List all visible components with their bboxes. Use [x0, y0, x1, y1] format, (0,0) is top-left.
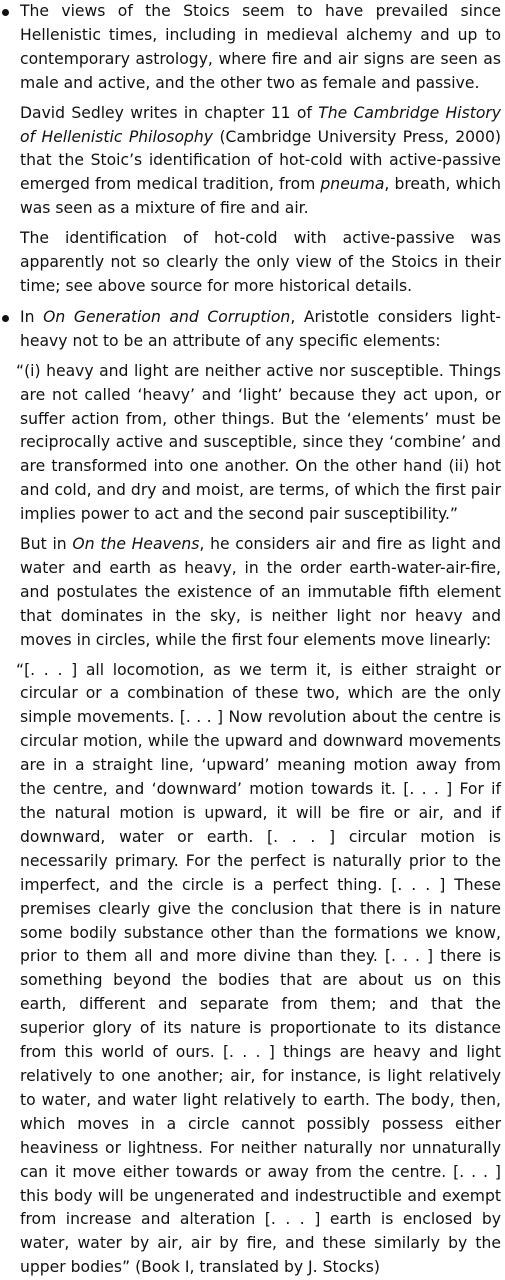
paragraph: But in On the Heavens, he considers air and fire as light and water and earth as heavy, in the order earth-water-air-fire, and postulates the existence of an immutable fifth element that dominates in the sky, is neither light nor heavy and moves in circles, while the first four elements move linearly: — [20, 535, 501, 649]
bullet-icon — [2, 9, 9, 16]
list-item-stoics — [0, 0, 501, 299]
quotation: “(i) heavy and light are neither active nor susceptible. Things are not called ‘heavy’ and ‘light’ because they act upon, or suffer action from, other things. But the ‘elements’ must be reciprocally active and susceptible, since they ‘combine’ and are transformed into one another. On the other hand (ii) hot and cold, and dry and moist, are terms, of which the first pair implies power to act and the second pair susceptibility.” — [16, 361, 501, 524]
list-item-aristotle — [0, 306, 501, 1280]
bullet-icon — [2, 315, 9, 322]
book-title: On Generation and Corruption — [43, 307, 291, 326]
paragraph: The views of the Stoics seem to have prevailed since Hellenistic times, including in medieval alchemy and up to contemporary astrology, where fire and air signs are seen as male and active, and the other two as female and passive. — [20, 2, 501, 92]
paragraph: The identification of hot-cold with active-passive was apparently not so clearly the only view of the Stoics in their time; see above source for more historical details. — [20, 229, 501, 295]
book-title: The Cambridge History of Hellenistic Philosophy — [20, 103, 501, 146]
quotation: “[. . . ] all locomotion, as we term it, is either straight or circular or a combination of these two, which are the only simple movements. [. . . ] Now revolution about the centre is circular motion, while the upward and downward movements are in a straight line, ‘upward’ meaning motion away from the centre, and ‘downward’ motion towards it. [. . . ] For if the natural motion is upward, it will be fire or air, and if downward, water or earth. [. . . ] circular motion is necessarily primary. For the perfect is naturally prior to the imperfect, and the circle is a perfect thing. [. . . ] These premises clearly give the conclusion that there is in nature some bodily substance other than the formations we know, prior to them all and more divine than they. [. . . ] there is something beyond the bodies that are about us on this earth, different and separate from them; and that the superior glory of its nature is proportionate to its distance from this world of ours. [. . . ] things are heavy and light relatively to one another; air, for instance, is light relatively to water, and water light relatively to earth. The body, then, which moves in a circle cannot possibly possess either heaviness or lightness. For neither naturally nor unnaturally can it move either towards or away from the centre. [. . . ] this body will be ungenerated and indestructible and exempt from increase and alteration [. . . ] earth is enclosed by water, water by air, air by fire, and these similarly by the upper bodies” (Book I, translated by J. Stocks) — [16, 660, 501, 1277]
paragraph: In On Generation and Corruption, Aristotle considers light-heavy not to be an attribute of any specific elements: — [20, 307, 501, 350]
italic-term: pneuma — [320, 175, 385, 194]
book-title: On the Heavens — [72, 535, 200, 554]
paragraph: David Sedley writes in chapter 11 of The Cambridge History of Hellenistic Philosophy (Cambridge University Press, 2000) that the Stoic’s identification of hot-cold with active-passive emerged from medical tradition, from pneuma, breath, which was seen as a mixture of fire and air. — [20, 103, 501, 218]
